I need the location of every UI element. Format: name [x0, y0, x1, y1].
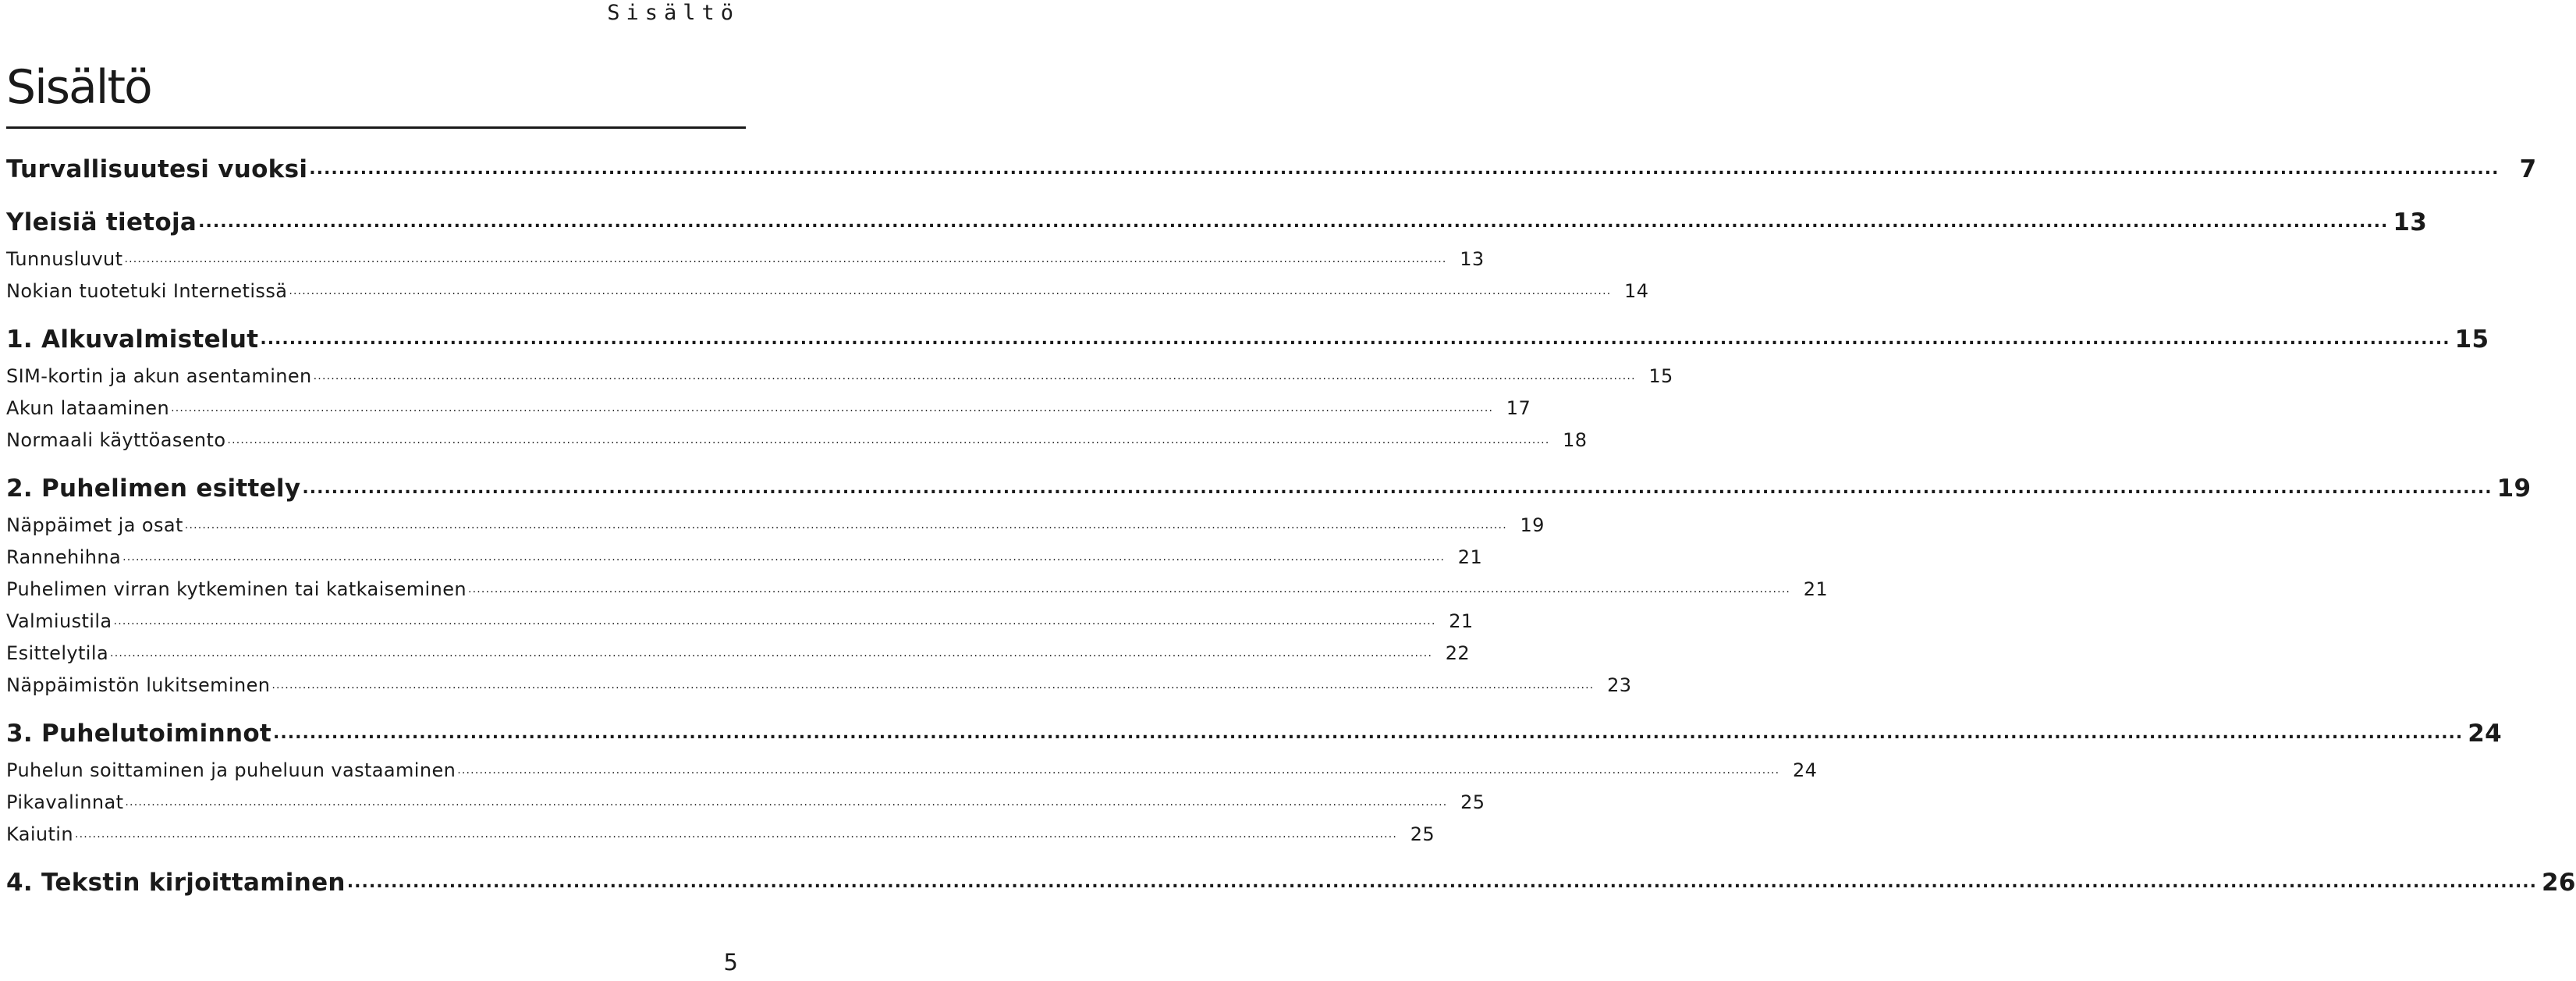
toc-entry[interactable]	[6, 670, 1632, 702]
toc-chapter-page: 15	[2454, 325, 2489, 354]
dot-leader: ............................................................................................................................................................................................................................................................................................................	[125, 796, 1448, 809]
toc-entry-title: Normaali käyttöasento	[6, 429, 226, 451]
toc-entry-page: 25	[1460, 791, 1485, 813]
dot-leader: ............................................................................................................................................................................................................................................................................................................	[122, 551, 1446, 563]
toc-entry-title: Pikavalinnat	[6, 791, 124, 813]
toc-entry-page: 24	[1792, 759, 1818, 781]
toc-entry-title: Kaiutin	[6, 823, 73, 845]
table-of-contents	[6, 148, 2576, 915]
toc-chapter-title: 2. Puhelimen esittely	[6, 475, 301, 503]
toc-chapter-title: 3. Puhelutoiminnot	[6, 720, 272, 748]
toc-entry-page: 22	[1445, 642, 1471, 664]
toc-section	[6, 862, 2576, 904]
toc-section	[6, 713, 2503, 851]
toc-chapter-title: Turvallisuutesi vuoksi	[6, 155, 308, 183]
toc-chapter-page: 19	[2496, 475, 2532, 503]
dot-leader: ............................................................................................................................................................................................................................................................................................................	[273, 723, 2464, 743]
dot-leader: ............................................................................................................................................................................................................................................................................................................	[124, 253, 1447, 265]
toc-chapter-title: 4. Tekstin kirjoittaminen	[6, 869, 346, 897]
toc-entry-page: 13	[1460, 248, 1485, 270]
dot-leader: ............................................................................................................................................................................................................................................................................................................	[289, 285, 1612, 297]
dot-leader: ............................................................................................................................................................................................................................................................................................................	[227, 434, 1550, 446]
toc-entry[interactable]	[6, 638, 1471, 670]
toc-chapter-page: 24	[2468, 720, 2503, 748]
toc-entry-title: Näppäimistön lukitseminen	[6, 674, 271, 696]
toc-entry-title: Näppäimet ja osat	[6, 514, 183, 536]
toc-entry[interactable]	[6, 819, 1435, 851]
toc-entry[interactable]	[6, 361, 1673, 393]
toc-section	[6, 148, 2537, 190]
toc-entry[interactable]	[6, 787, 1485, 819]
toc-entry-title: Puhelimen virran kytkeminen tai katkaiseminen	[6, 578, 467, 600]
toc-chapter-page: 26	[2542, 869, 2576, 897]
toc-chapter[interactable]	[6, 318, 2489, 361]
page-title: Sisältö	[6, 60, 151, 115]
toc-entry-page: 25	[1410, 823, 1435, 845]
dot-leader: ............................................................................................................................................................................................................................................................................................................	[302, 478, 2493, 498]
toc-entry-page: 19	[1520, 514, 1545, 536]
toc-section	[6, 467, 2532, 702]
toc-entry-page: 21	[1449, 610, 1474, 632]
toc-section	[6, 201, 2428, 307]
dot-leader: ............................................................................................................................................................................................................................................................................................................	[457, 764, 1780, 777]
toc-chapter[interactable]	[6, 862, 2576, 904]
toc-section	[6, 318, 2489, 457]
toc-chapter-page: 7	[2519, 155, 2537, 183]
toc-entry-page: 18	[1563, 429, 1588, 451]
toc-entry[interactable]	[6, 542, 1483, 574]
toc-entry[interactable]	[6, 510, 1545, 542]
toc-entry-title: Rannehihna	[6, 546, 122, 568]
toc-entry-page: 23	[1607, 674, 1632, 696]
toc-entry-title: Tunnusluvut	[6, 248, 123, 270]
toc-entry-title: SIM-kortin ja akun asentaminen	[6, 365, 312, 387]
toc-entry-title: Esittelytila	[6, 642, 109, 664]
dot-leader: ............................................................................................................................................................................................................................................................................................................	[171, 402, 1494, 414]
dot-leader: ............................................................................................................................................................................................................................................................................................................	[198, 212, 2389, 232]
toc-chapter[interactable]	[6, 467, 2532, 510]
toc-entry-page: 15	[1648, 365, 1673, 387]
dot-leader: ............................................................................................................................................................................................................................................................................................................	[184, 519, 1507, 531]
toc-chapter-title: Yleisiä tietoja	[6, 208, 197, 236]
running-header: Sisältö	[607, 1, 740, 25]
toc-entry[interactable]	[6, 425, 1588, 457]
toc-entry[interactable]	[6, 275, 1649, 307]
dot-leader: ............................................................................................................................................................................................................................................................................................................	[313, 370, 1636, 382]
dot-leader: ............................................................................................................................................................................................................................................................................................................	[260, 329, 2450, 349]
dot-leader: ............................................................................................................................................................................................................................................................................................................	[113, 615, 1436, 627]
toc-chapter-title: 1. Alkuvalmistelut	[6, 325, 259, 354]
toc-chapter-page: 13	[2393, 208, 2428, 236]
dot-leader: ............................................................................................................................................................................................................................................................................................................	[346, 873, 2538, 892]
title-divider	[6, 126, 746, 129]
toc-entry[interactable]	[6, 393, 1531, 425]
dot-leader: ............................................................................................................................................................................................................................................................................................................	[75, 828, 1398, 841]
dot-leader: ............................................................................................................................................................................................................................................................................................................	[467, 583, 1791, 595]
toc-entry-page: 14	[1624, 280, 1649, 302]
dot-leader: ............................................................................................................................................................................................................................................................................................................	[309, 159, 2500, 179]
toc-entry-title: Akun lataaminen	[6, 397, 170, 419]
toc-entry-title: Nokian tuotetuki Internetissä	[6, 280, 288, 302]
toc-chapter[interactable]	[6, 201, 2428, 243]
page-number: 5	[723, 949, 738, 976]
toc-entry[interactable]	[6, 243, 1485, 275]
toc-entry-page: 17	[1506, 397, 1531, 419]
toc-entry-page: 21	[1457, 546, 1483, 568]
toc-entry[interactable]	[6, 574, 1829, 606]
toc-entry[interactable]	[6, 606, 1474, 638]
toc-chapter[interactable]	[6, 148, 2537, 190]
dot-leader: ............................................................................................................................................................................................................................................................................................................	[271, 679, 1595, 691]
toc-chapter[interactable]	[6, 713, 2503, 755]
toc-entry-title: Valmiustila	[6, 610, 112, 632]
toc-entry-page: 21	[1803, 578, 1829, 600]
toc-entry-title: Puhelun soittaminen ja puheluun vastaaminen	[6, 759, 456, 781]
dot-leader: ............................................................................................................................................................................................................................................................................................................	[110, 647, 1433, 659]
toc-entry[interactable]	[6, 755, 1818, 787]
